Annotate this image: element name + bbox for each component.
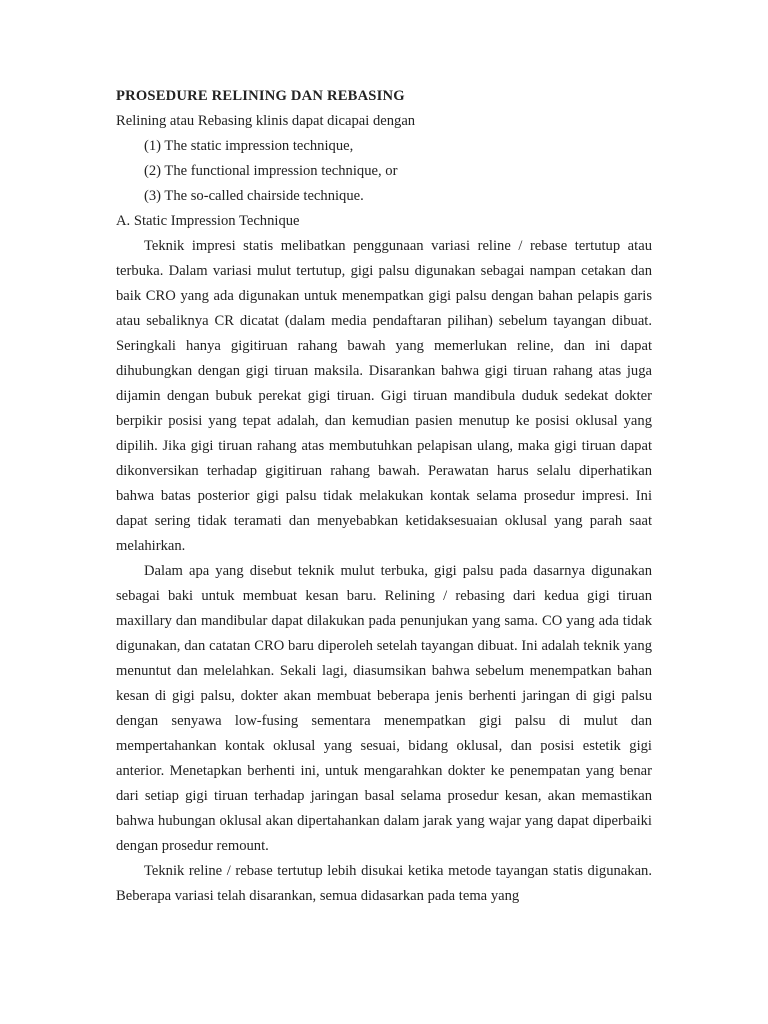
paragraph-2: Dalam apa yang disebut teknik mulut terbuka, gigi palsu pada dasarnya digunakan sebagai baki untuk membuat kesan baru. Relining / rebasing dari kedua gigi tiruan maxillary dan mandibular dapat dilakukan pada penunjukan yang sama. CO yang ada tidak digunakan, dan catatan CRO baru diperoleh setelah tayangan dibuat. Ini adalah teknik yang menuntut dan melelahkan. Sekali lagi, diasumsikan bahwa sebelum menempatkan bahan kesan di gigi palsu, dokter akan membuat beberapa jenis berhenti jaringan di gigi palsu dengan senyawa low-fusing sementara menempatkan gigi palsu di mulut dan mempertahankan kontak oklusal yang sesuai, bidang oklusal, dan posisi estetik gigi anterior. Menetapkan berhenti ini, untuk mengarahkan dokter ke penempatan yang benar dari setiap gigi tiruan terhadap jaringan basal selama prosedur kesan, akan memastikan bahwa hubungan oklusal akan dipertahankan dalam jarak yang wajar yang dapat diperbaiki dengan prosedur remount. — [116, 563, 652, 854]
document-page — [116, 84, 652, 909]
paragraph-3: Teknik reline / rebase tertutup lebih disukai ketika metode tayangan statis digunakan. Beberapa variasi telah disarankan, semua didasarkan pada tema yang — [116, 863, 652, 904]
technique-item-1: (1) The static impression technique, — [144, 138, 354, 154]
technique-item-2: (2) The functional impression technique, or — [144, 163, 398, 179]
intro-line: Relining atau Rebasing klinis dapat dicapai dengan — [116, 113, 416, 129]
document-title: PROSEDURE RELINING DAN REBASING — [116, 88, 405, 104]
technique-item-3: (3) The so-called chairside technique. — [144, 188, 364, 204]
paragraph-1: Teknik impresi statis melibatkan penggunaan variasi reline / rebase tertutup atau terbuka. Dalam variasi mulut tertutup, gigi palsu digunakan sebagai nampan cetakan dan baik CRO yang ada digunakan untuk menempatkan gigi palsu dengan bahan pelapis garis atau sebaliknya CR dicatat (dalam media pendaftaran pilihan) sebelum tayangan dibuat. Seringkali hanya gigitiruan rahang bawah yang memerlukan reline, dan ini dapat dihubungkan dengan gigi tiruan maksila. Disarankan bahwa gigi tiruan rahang atas juga dijamin dengan bubuk perekat gigi tiruan. Gigi tiruan mandibula duduk sedekat dokter berpikir posisi yang tepat adalah, dan kemudian pasien menutup ke posisi oklusal yang dipilih. Jika gigi tiruan rahang atas membutuhkan pelapisan ulang, maka gigi tiruan dapat dikonversikan terhadap gigitiruan rahang bawah. Perawatan harus selalu diperhatikan bahwa batas posterior gigi palsu tidak melakukan kontak selama prosedur impresi. Ini dapat sering tidak teramati dan menyebabkan ketidaksesuaian oklusal yang parah saat melahirkan. — [116, 238, 652, 554]
section-heading: A. Static Impression Technique — [116, 213, 300, 229]
